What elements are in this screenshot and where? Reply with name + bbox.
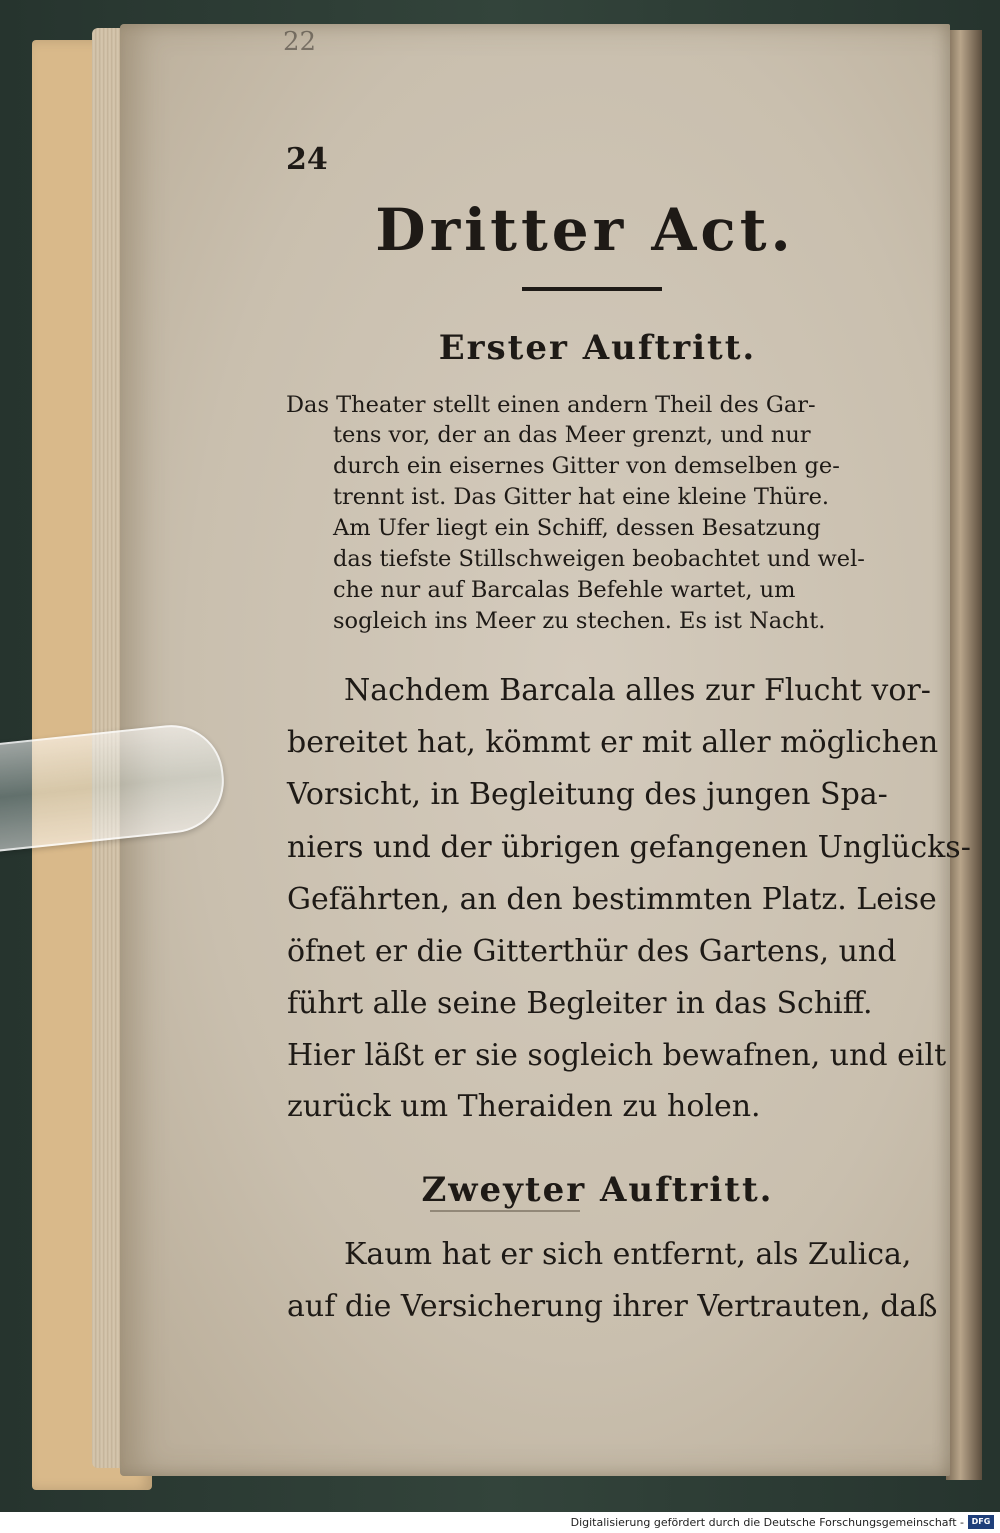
scene1-title: Erster Auftritt.	[438, 328, 757, 368]
previous-page-number: 22	[283, 27, 317, 57]
digitization-credit: Digitalisierung gefördert durch die Deutsche Forschungsgemeinschaft -	[570, 1516, 964, 1529]
scene2-underline	[430, 1210, 580, 1212]
body-line: Kaum hat er sich entfernt, als Zulica,	[344, 1237, 912, 1272]
dfg-logo: DFG	[968, 1515, 994, 1529]
stage-direction-line: tens vor, der an das Meer grenzt, und nur	[333, 422, 811, 448]
stage-direction-line: che nur auf Barcalas Befehle wartet, um	[333, 577, 796, 603]
stage-direction-line: durch ein eisernes Gitter von demselben ge-	[333, 453, 840, 479]
body-line: führt alle seine Begleiter in das Schiff.	[287, 986, 873, 1021]
body-line: zurück um Theraiden zu holen.	[287, 1089, 761, 1124]
body-line: Hier läßt er sie sogleich bewafnen, und eilt	[287, 1038, 947, 1073]
stage-direction-line: sogleich ins Meer zu stechen. Es ist Nacht.	[333, 608, 826, 634]
stage-direction-line: Am Ufer liegt ein Schiff, dessen Besatzung	[333, 515, 821, 541]
body-line: niers und der übrigen gefangenen Unglücks-	[287, 830, 971, 865]
body-line: Nachdem Barcala alles zur Flucht vor-	[344, 673, 931, 708]
body-line: Gefährten, an den bestimmten Platz. Leise	[287, 882, 937, 917]
body-line: auf die Versicherung ihrer Vertrauten, daß	[287, 1289, 938, 1324]
stage-direction-line: Das Theater stellt einen andern Theil des Gar-	[286, 392, 816, 418]
body-line: öfnet er die Gitterthür des Gartens, und	[287, 934, 897, 969]
scene2-title: Zweyter Auftritt.	[421, 1170, 774, 1210]
body-line: bereitet hat, kömmt er mit aller möglichen	[287, 725, 939, 760]
act-title: Dritter Act.	[375, 196, 795, 264]
stage-direction-line: das tiefste Stillschweigen beobachtet und wel-	[333, 546, 865, 572]
page-number: 24	[286, 142, 328, 177]
stage-direction-line: trennt ist. Das Gitter hat eine kleine Thüre.	[333, 484, 830, 510]
body-line: Vorsicht, in Begleitung des jungen Spa-	[287, 777, 888, 812]
title-divider	[522, 287, 662, 291]
